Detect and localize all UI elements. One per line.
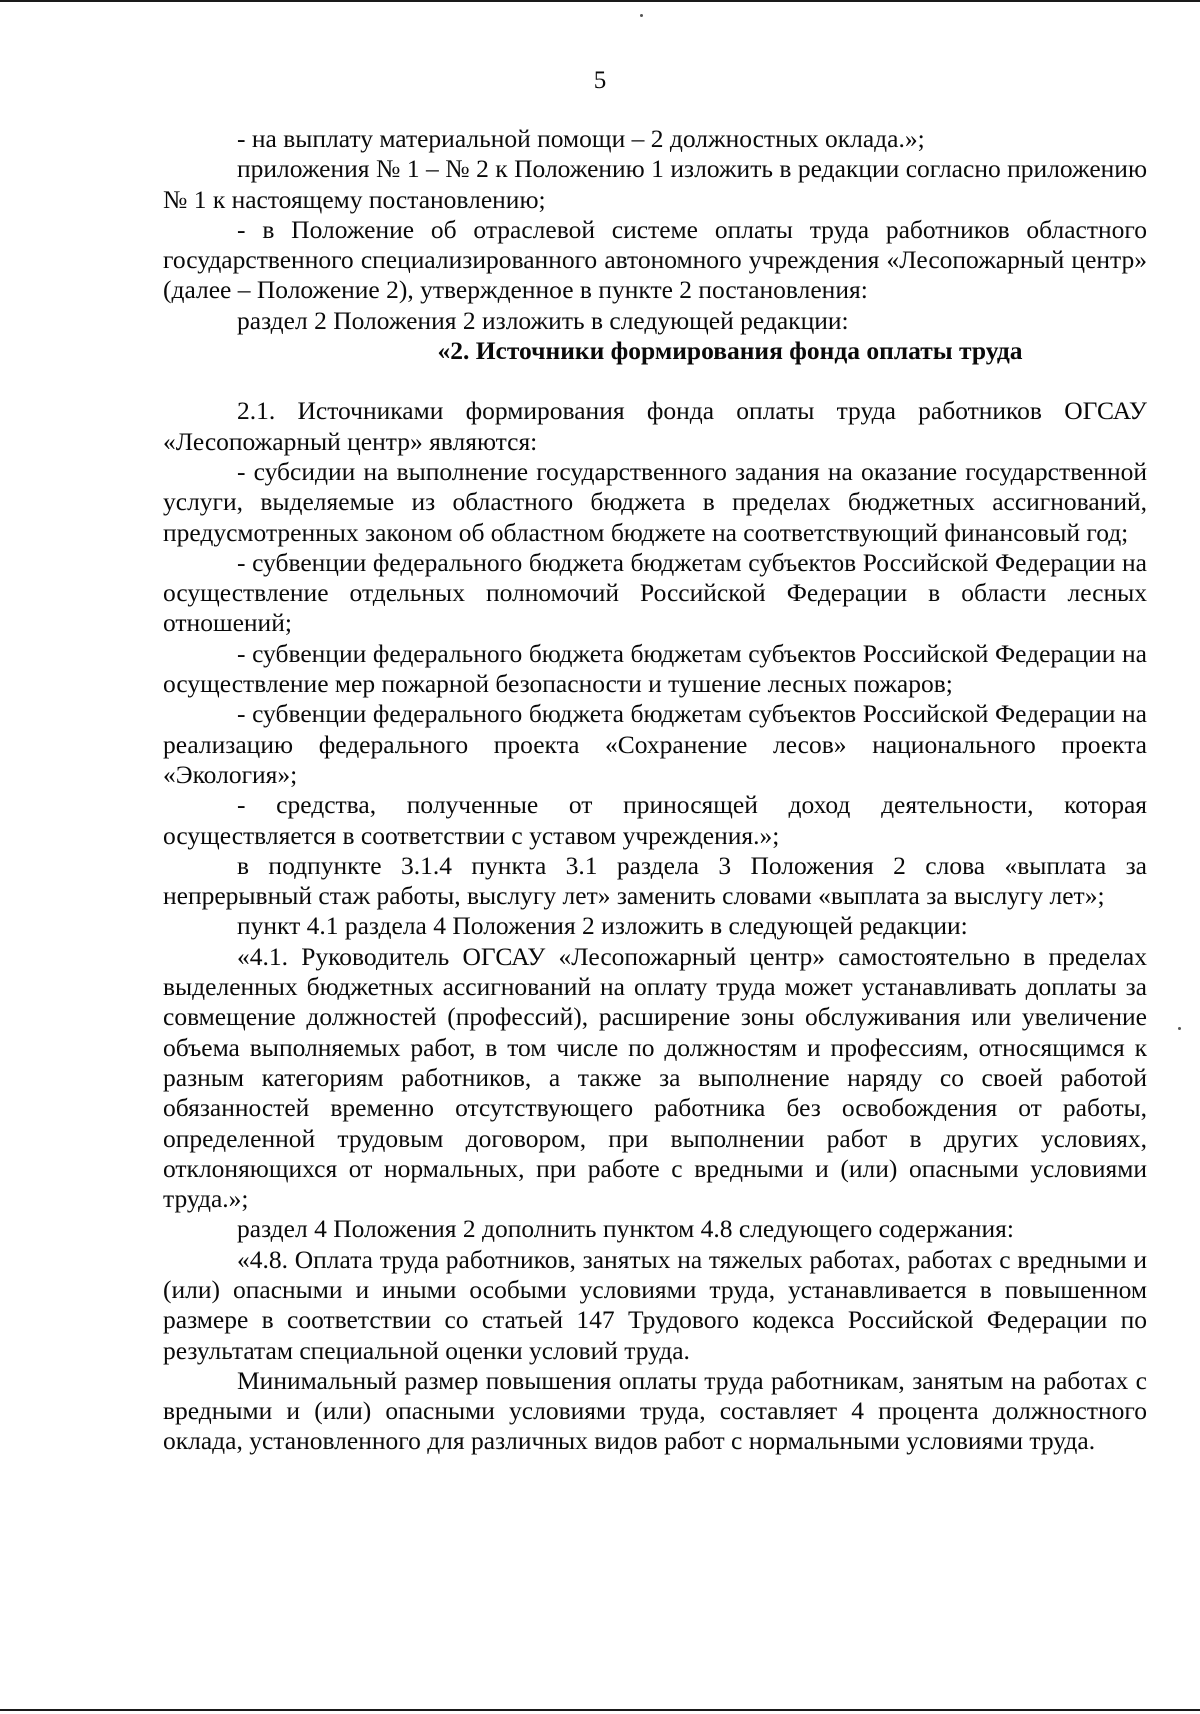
list-item: - средства, полученные от приносящей доход деятельности, которая осуществляется в соответствии с уставом учреждения.»; bbox=[163, 790, 1147, 850]
paragraph: Минимальный размер повышения оплаты труда работникам, занятым на работах с вредными и (или) опасными условиями труда, составляет 4 процента должностного оклада, установленного для различных видов работ с нормальными условиями труда. bbox=[163, 1365, 1147, 1456]
scan-top-edge bbox=[0, 0, 1200, 2]
list-item: - субвенции федерального бюджета бюджетам субъектов Российской Федерации на осуществление мер пожарной безопасности и тушение лесных пожаров; bbox=[163, 638, 1147, 699]
paragraph: 2.1. Источниками формирования фонда оплаты труда работников ОГСАУ «Лесопожарный центр» являются: bbox=[163, 396, 1147, 456]
scan-speck bbox=[640, 14, 643, 17]
paragraph: раздел 2 Положения 2 изложить в следующей редакции: bbox=[237, 305, 849, 335]
section-heading: «2. Источники формирования фонда оплаты труда bbox=[437, 336, 1023, 366]
document-body bbox=[163, 124, 1147, 1457]
scan-bottom-edge bbox=[0, 1709, 1200, 1711]
scan-speck bbox=[1178, 1027, 1181, 1030]
list-item: - субсидии на выполнение государственного задания на оказание государственной услуги, выделяемые из областного бюджета в пределах бюджетных ассигнований, предусмотренных законом об областном бюджете на соответствующий финансовый год; bbox=[163, 456, 1147, 547]
paragraph: «4.8. Оплата труда работников, занятых на тяжелых работах, работах с вредными и (или) опасными и иными особыми условиями труда, устанавливается в повышенном размере в соответствии со статьей 147 Трудового кодекса Российской Федерации по результатам специальной оценки условий труда. bbox=[163, 1244, 1147, 1365]
paragraph: приложения № 1 – № 2 к Положению 1 изложить в редакции согласно приложению № 1 к настоящему постановлению; bbox=[163, 154, 1147, 214]
paragraph: - на выплату материальной помощи – 2 должностных оклада.»; bbox=[237, 124, 925, 153]
paragraph: в подпункте 3.1.4 пункта 3.1 раздела 3 Положения 2 слова «выплата за непрерывный стаж работы, выслугу лет» заменить словами «выплата за выслугу лет»; bbox=[163, 850, 1147, 911]
paragraph: пункт 4.1 раздела 4 Положения 2 изложить в следующей редакции: bbox=[237, 911, 968, 941]
paragraph: - в Положение об отраслевой системе оплаты труда работников областного государственного специализированного автономного учреждения «Лесопожарный центр» (далее – Положение 2), утвержденное в пункте 2 постановления: bbox=[163, 214, 1147, 305]
paragraph: «4.1. Руководитель ОГСАУ «Лесопожарный центр» самостоятельно в пределах выделенных бюджетных ассигнований на оплату труда может устанавливать доплаты за совмещение должностей (профессий), расширение зоны обслуживания или увеличение объема выполняемых работ, в том числе по должностям и профессиям, относящимся к разным категориям работников, а также за выполнение наряду со своей работой обязанностей временно отсутствующего работника без освобождения от работы, определенной трудовым договором, при выполнении работ в других условиях, отклоняющихся от нормальных, при работе с вредными и (или) опасными условиями труда.»; bbox=[163, 941, 1147, 1214]
paragraph: раздел 4 Положения 2 дополнить пунктом 4.8 следующего содержания: bbox=[237, 1214, 1014, 1244]
list-item: - субвенции федерального бюджета бюджетам субъектов Российской Федерации на осуществление отдельных полномочий Российской Федерации в области лесных отношений; bbox=[163, 547, 1147, 638]
page-number: 5 bbox=[593, 67, 607, 94]
list-item: - субвенции федерального бюджета бюджетам субъектов Российской Федерации на реализацию федерального проекта «Сохранение лесов» национального проекта «Экология»; bbox=[163, 699, 1147, 789]
